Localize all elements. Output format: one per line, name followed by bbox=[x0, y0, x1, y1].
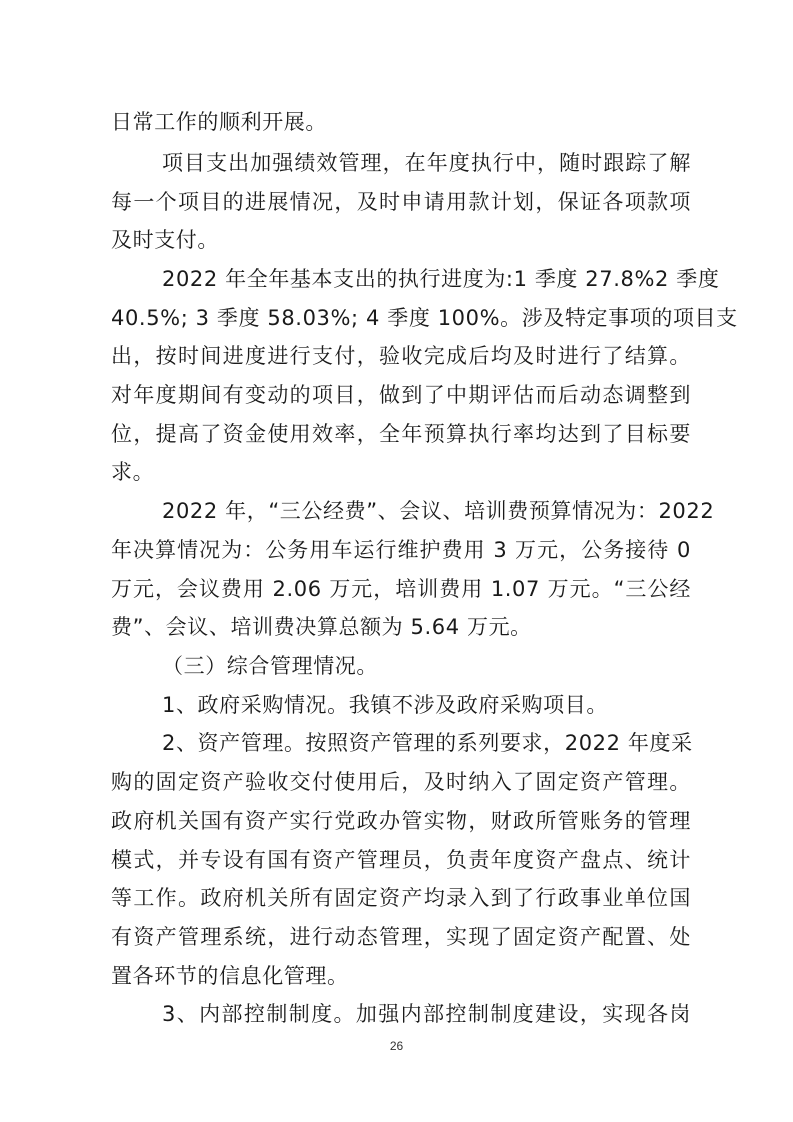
text-line: 费”、会议、培训费决算总额为 5.64 万元。 bbox=[111, 615, 532, 639]
text-line: 对年度期间有变动的项目，做到了中期评估而后动态调整到 bbox=[111, 383, 691, 407]
text-line: 年决算情况为：公务用车运行维护费用 3 万元，公务接待 0 bbox=[111, 538, 691, 562]
text-line: 每一个项目的进展情况，及时申请用款计划，保证各项款项 bbox=[111, 190, 691, 214]
text-line: 1、政府采购情况。我镇不涉及政府采购项目。 bbox=[162, 693, 608, 717]
page-number: 26 bbox=[389, 1039, 404, 1053]
text-line: 3、内部控制制度。加强内部控制制度建设，实现各岗 bbox=[162, 1002, 691, 1026]
section-heading: （三）综合管理情况。 bbox=[162, 654, 378, 678]
text-line: 2022 年，“三公经费”、会议、培训费预算情况为：2022 bbox=[162, 499, 715, 523]
text-line: 及时支付。 bbox=[111, 228, 219, 252]
text-line: 40.5%; 3 季度 58.03%; 4 季度 100%。涉及特定事项的项目支 bbox=[111, 306, 738, 330]
text-line: 日常工作的顺利开展。 bbox=[111, 110, 327, 134]
text-line: 出，按时间进度进行支付，验收完成后均及时进行了结算。 bbox=[111, 344, 691, 368]
text-line: 项目支出加强绩效管理，在年度执行中，随时跟踪了解 bbox=[162, 151, 691, 175]
text-line: 置各环节的信息化管理。 bbox=[111, 964, 349, 988]
text-line: 2022 年全年基本支出的执行进度为:1 季度 27.8%2 季度 bbox=[162, 267, 720, 291]
text-line: 模式，并专设有国有资产管理员，负责年度资产盘点、统计 bbox=[111, 848, 691, 872]
text-line: 位，提高了资金使用效率，全年预算执行率均达到了目标要 bbox=[111, 422, 691, 446]
text-line: 购的固定资产验收交付使用后，及时纳入了固定资产管理。 bbox=[111, 770, 691, 794]
text-line: 万元，会议费用 2.06 万元，培训费用 1.07 万元。“三公经 bbox=[111, 577, 691, 601]
text-line: 2、资产管理。按照资产管理的系列要求，2022 年度采 bbox=[162, 731, 693, 755]
text-line: 有资产管理系统，进行动态管理，实现了固定资产配置、处 bbox=[111, 925, 691, 949]
text-line: 求。 bbox=[111, 460, 155, 484]
text-line: 政府机关国有资产实行党政办管实物，财政所管账务的管理 bbox=[111, 809, 691, 833]
text-line: 等工作。政府机关所有固定资产均录入到了行政事业单位国 bbox=[111, 886, 691, 910]
